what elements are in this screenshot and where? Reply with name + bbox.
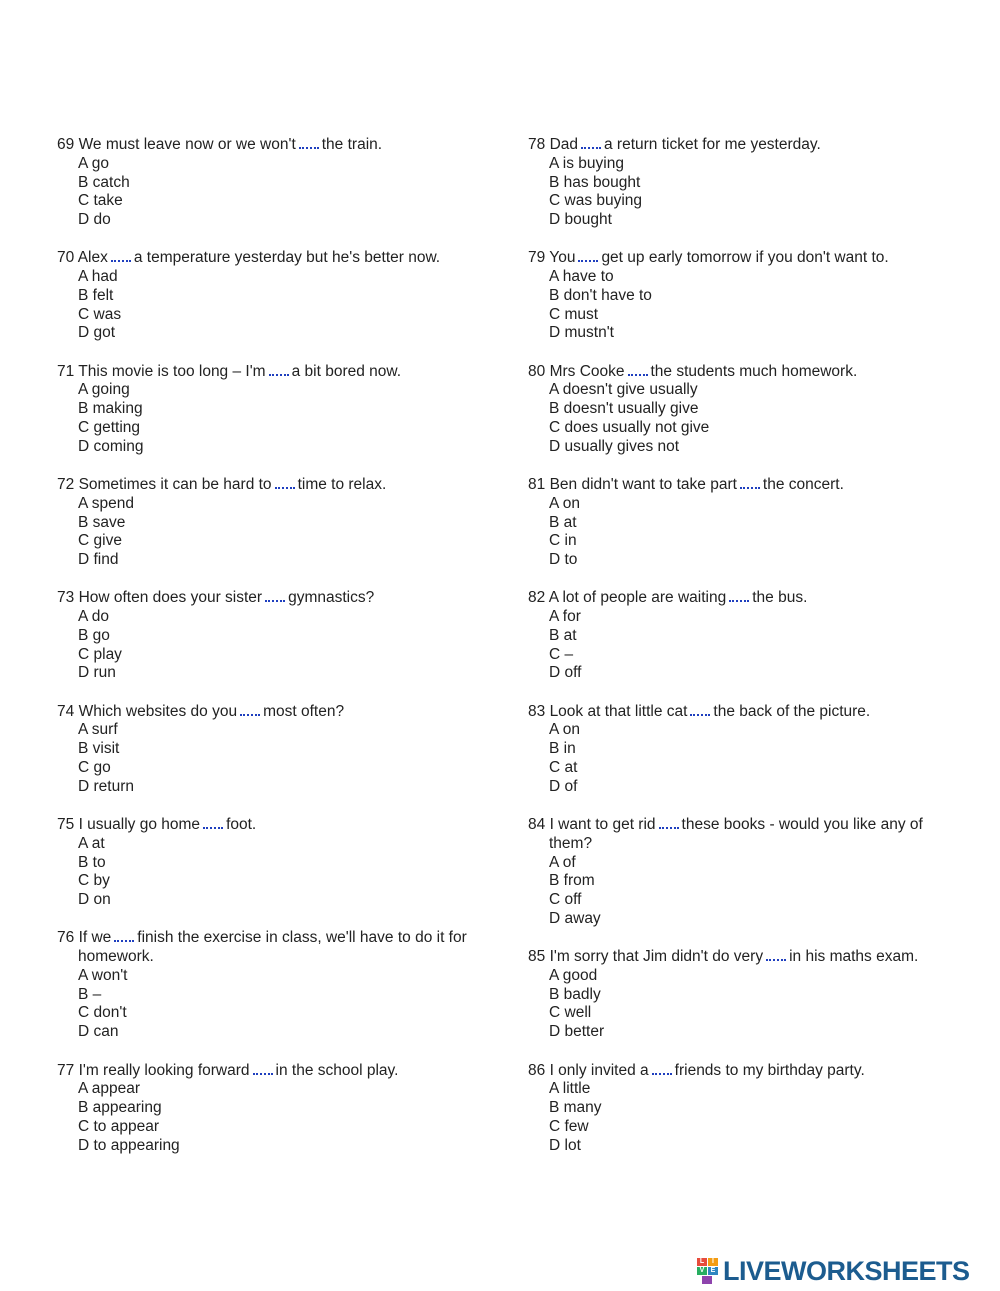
question-79 [528,248,938,343]
stem-before-blank: You [549,249,576,267]
answer-option: D find [78,551,119,569]
question-stem [57,475,477,495]
answer-option: C in [549,532,577,550]
question-number: 80 [528,362,546,380]
answer-option: D bought [549,211,612,228]
answer-blank[interactable] [659,815,679,829]
stem-after-blank: gymnastics? [288,589,375,607]
question-75 [57,815,477,910]
question-83 [528,702,938,797]
question-number: 72 [57,476,75,494]
answer-option: A appear [78,1080,141,1098]
answer-option: D on [78,891,111,909]
answer-option: C at [549,758,578,776]
stem-before-blank: I usually go home [78,816,201,834]
stem-before-blank: I'm really looking forward [78,1061,250,1079]
answer-option: C must [549,305,599,323]
answer-blank[interactable] [111,248,131,262]
answer-option: C was buying [549,192,643,210]
answer-option: B badly [549,985,601,1003]
stem-after-blank: most often? [263,702,345,720]
answer-option: A spend [78,494,135,512]
stem-after-blank: get up early tomorrow if you don't want to. [601,249,889,267]
stem-before-blank: Which websites do you [78,702,238,720]
answer-option: C does usually not give [549,418,710,436]
stem-before-blank: Look at that little cat [549,702,688,720]
stem-after-blank: friends to my birthday party. [674,1061,865,1079]
answer-option: B has bought [549,173,641,191]
question-stem [528,588,938,608]
question-70 [57,248,477,343]
answer-option: C well [549,1004,592,1022]
stem-before-blank: I only invited a [549,1061,649,1079]
stem-after-blank: the train. [321,136,383,153]
question-84 [528,815,938,929]
stem-after-blank: the students much homework. [650,362,858,380]
stem-before-blank: Alex [77,249,108,267]
answer-option: A for [549,608,581,626]
stem-after-blank: time to relax. [297,476,387,494]
answer-option: A have to [549,268,614,286]
question-stem [57,248,477,268]
question-number: 75 [57,816,75,834]
answer-option: B felt [78,286,114,304]
answer-option: D return [78,777,134,795]
answer-blank[interactable] [114,928,134,942]
question-74 [57,702,477,797]
answer-option: A on [549,721,581,739]
answer-option: C to appear [78,1117,159,1135]
answer-option: A surf [78,721,118,739]
answer-blank[interactable] [578,248,598,262]
answer-option: D run [78,664,116,682]
question-82 [528,588,938,683]
question-85 [528,947,938,1042]
answer-option: B making [78,400,143,418]
question-number: 73 [57,589,75,607]
question-stem [57,1061,477,1081]
answer-blank[interactable] [269,362,289,376]
answer-option: B from [549,872,595,890]
answer-blank[interactable] [275,475,295,489]
answer-blank[interactable] [299,135,319,149]
question-78 [528,135,938,230]
question-stem [528,815,938,854]
stem-before-blank: A lot of people are waiting [548,589,727,607]
question-stem [57,362,477,382]
question-stem [57,588,477,608]
question-number: 77 [57,1061,75,1079]
question-number: 71 [57,362,75,380]
question-81 [528,475,938,570]
question-72 [57,475,477,570]
answer-option: D better [549,1023,605,1041]
question-number: 74 [57,702,75,720]
answer-blank[interactable] [740,475,760,489]
logo-blocks-icon: L I V E [697,1258,719,1284]
question-stem [57,702,477,722]
answer-option: C play [78,645,122,663]
answer-blank[interactable] [766,947,786,961]
question-number: 69 [57,136,75,153]
answer-option: A is buying [549,154,624,172]
answer-option: C – [549,645,574,663]
stem-after-blank: the concert. [762,476,844,494]
answer-option: A had [78,268,118,286]
stem-after-blank: the back of the picture. [713,702,871,720]
answer-option: C don't [78,1004,127,1022]
answer-option: C by [78,872,110,890]
answer-blank[interactable] [690,702,710,716]
question-stem [528,248,938,268]
answer-option: B doesn't usually give [549,400,699,418]
question-stem [57,815,477,835]
answer-option: C give [78,532,122,550]
question-number: 81 [528,476,546,494]
answer-option: A at [78,834,105,852]
stem-before-blank: If we [78,929,112,947]
question-number: 84 [528,816,546,834]
answer-blank[interactable] [253,1061,273,1075]
stem-before-blank: Sometimes it can be hard to [78,476,272,494]
answer-option: D coming [78,437,144,455]
answer-option: A little [549,1080,591,1098]
question-number: 70 [57,249,75,267]
stem-after-blank: in the school play. [275,1061,399,1079]
stem-before-blank: Mrs Cooke [549,362,625,380]
question-71 [57,362,477,457]
answer-option: A of [549,853,576,871]
answer-option: B at [549,626,577,644]
answer-option: D lot [549,1136,581,1154]
question-77 [57,1061,477,1156]
question-number: 79 [528,249,546,267]
answer-option: D away [549,909,601,927]
answer-option: D usually gives not [549,437,680,455]
answer-option: C was [78,305,122,323]
answer-option: D do [78,211,111,228]
answer-option: A good [549,966,598,984]
stem-after-blank: the bus. [752,589,808,607]
question-number: 86 [528,1061,546,1079]
stem-after-blank: finish the exercise in class, we'll have to do it for homework. [78,929,467,966]
stem-before-blank: Ben didn't want to take part [549,476,737,494]
liveworksheets-logo [697,1256,997,1286]
left-question-column [57,135,477,1174]
question-number: 82 [528,589,546,607]
answer-blank[interactable] [240,702,260,716]
answer-option: D can [78,1023,119,1041]
question-73 [57,588,477,683]
stem-before-blank: I'm sorry that Jim didn't do very [549,948,764,966]
answer-blank[interactable] [652,1061,672,1075]
question-stem [57,928,477,967]
question-stem [528,362,938,382]
logo-text: LIVEWORKSHEETS [723,1256,970,1286]
answer-option: A on [549,494,581,512]
stem-after-blank: a return ticket for me yesterday. [604,136,821,153]
answer-option: D mustn't [549,324,614,342]
answer-option: B save [78,513,126,531]
stem-before-blank: I want to get rid [549,816,656,834]
answer-option: C take [78,192,123,210]
answer-option: B to [78,853,106,871]
answer-option: B go [78,626,110,644]
stem-after-blank: foot. [226,816,257,834]
answer-blank[interactable] [628,362,648,376]
answer-blank[interactable] [581,135,601,149]
answer-option: B catch [78,173,130,191]
question-number: 76 [57,929,75,947]
answer-option: D to [549,551,578,569]
answer-option: B appearing [78,1099,162,1116]
answer-option: A won't [78,966,128,984]
answer-option: B in [549,740,576,758]
answer-option: D off [549,664,582,682]
question-stem [528,135,938,155]
question-stem [57,135,477,155]
answer-option: A go [78,154,110,172]
answer-option: A going [78,381,130,399]
answer-option: C few [549,1117,589,1135]
question-number: 85 [528,948,546,966]
stem-after-blank: a bit bored now. [291,362,402,380]
answer-option: D to appearing [78,1136,180,1154]
question-stem [528,1061,938,1081]
stem-before-blank: We must leave now or we won't [78,136,296,153]
answer-blank[interactable] [265,588,285,602]
question-69 [57,135,477,230]
question-76 [57,928,477,1042]
answer-blank[interactable] [729,588,749,602]
answer-option: B visit [78,740,120,758]
stem-before-blank: How often does your sister [78,589,263,607]
answer-option: C getting [78,418,141,436]
question-86 [528,1061,938,1156]
right-question-column [528,135,938,1174]
answer-option: B many [549,1099,602,1116]
question-number: 83 [528,702,546,720]
answer-option: B at [549,513,577,531]
answer-option: D got [78,324,116,342]
stem-before-blank: Dad [549,136,578,153]
stem-after-blank: a temperature yesterday but he's better now. [133,249,441,267]
stem-after-blank: these books - would you like any of them? [549,816,923,852]
answer-option: A do [78,608,110,626]
question-stem [528,947,938,967]
stem-before-blank: This movie is too long – I'm [78,362,266,380]
answer-option: A doesn't give usually [549,381,698,399]
answer-blank[interactable] [203,815,223,829]
question-number: 78 [528,136,546,153]
answer-option: C go [78,758,111,776]
answer-option: C off [549,891,582,909]
answer-option: D of [549,777,578,795]
answer-option: B don't have to [549,286,652,304]
question-stem [528,702,938,722]
stem-after-blank: in his maths exam. [789,948,919,966]
question-80 [528,362,938,457]
question-stem [528,475,938,495]
answer-option: B – [78,985,102,1003]
